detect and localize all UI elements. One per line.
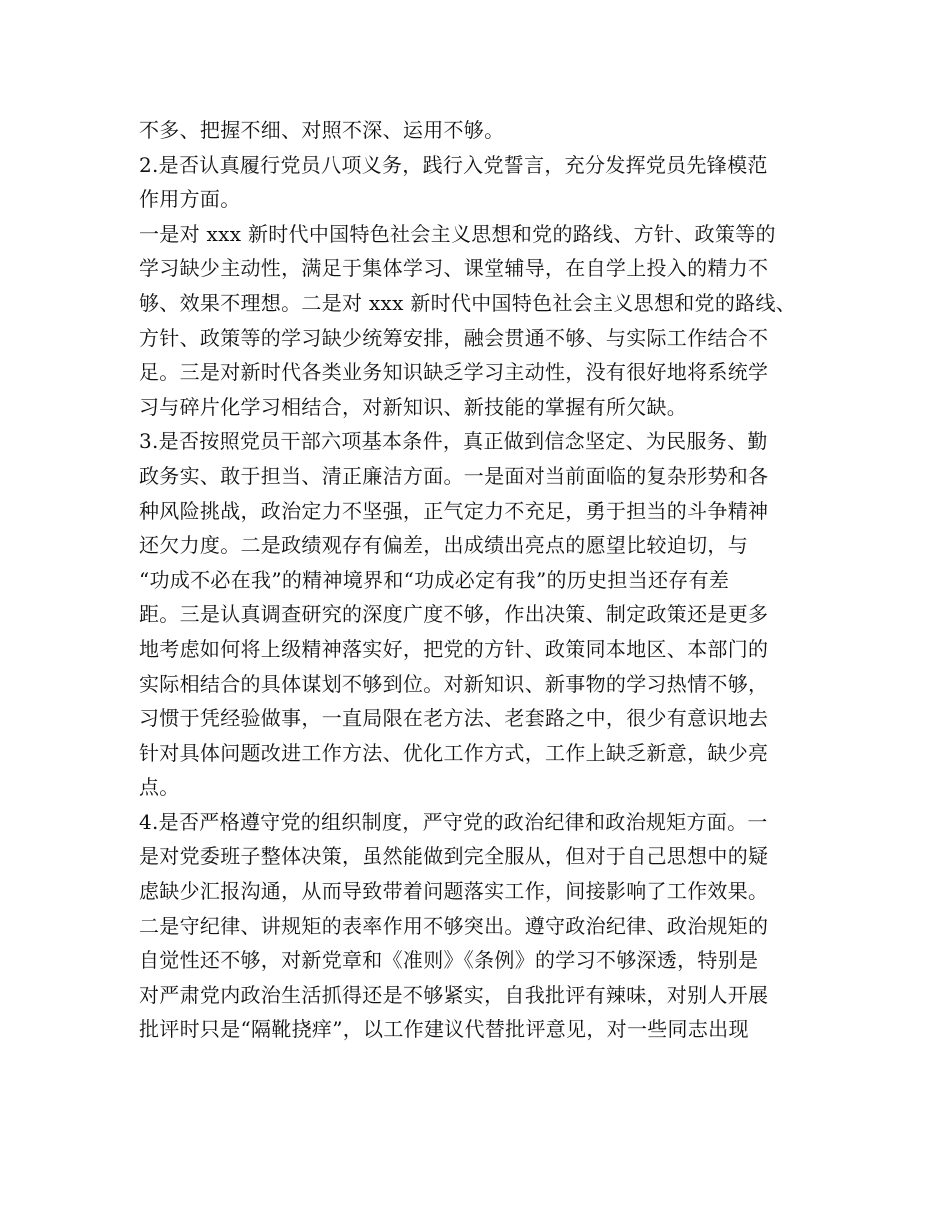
text-line: 2.是否认真履行党员八项义务，践行入党誓言，充分发挥党员先锋模范 [139, 152, 768, 177]
text-line: 虑缺少汇报沟通，从而导致带着问题落实工作，间接影响了工作效果。 [139, 879, 769, 904]
document-body [139, 113, 819, 1047]
text-line: 3.是否按照党员干部六项基本条件，真正做到信念坚定、为民服务、勤 [139, 429, 768, 454]
text-line: 距。三是认真调查研究的深度广度不够，作出决策、制定政策还是更多 [139, 602, 769, 627]
text-line: 不多、把握不细、对照不深、运用不够。 [139, 118, 505, 142]
text-line: 自觉性还不够，对新党章和《准则》《条例》的学习不够深透，特别是 [139, 948, 759, 973]
text-line: 实际相结合的具体谋划不够到位。对新知识、新事物的学习热情不够， [139, 671, 769, 696]
text-line: 4.是否严格遵守党的组织制度，严守党的政治纪律和政治规矩方面。一 [139, 809, 768, 834]
text-line: 一是对 xxx 新时代中国特色社会主义思想和党的路线、方针、政策等的 [139, 221, 776, 246]
text-line: 是对党委班子整体决策，虽然能做到完全服从，但对于自己思想中的疑 [139, 844, 769, 869]
text-line: 作用方面。 [139, 187, 241, 212]
text-line: 够、效果不理想。二是对 xxx 新时代中国特色社会主义思想和党的路线、 [139, 290, 797, 315]
text-line: 点。 [139, 775, 180, 800]
text-line: 方针、政策等的学习缺少统筹安排，融会贯通不够、与实际工作结合不 [139, 325, 769, 350]
text-line: 种风险挑战，政治定力不坚强，正气定力不充足，勇于担当的斗争精神 [139, 498, 769, 523]
text-line: 批评时只是“隔靴挠痒”，以工作建议代替批评意见，对一些同志出现 [139, 1017, 749, 1042]
text-line: 地考虑如何将上级精神落实好，把党的方针、政策同本地区、本部门的 [139, 636, 769, 661]
text-line: 习惯于凭经验做事，一直局限在老方法、老套路之中，很少有意识地去 [139, 706, 769, 731]
text-line: 习与碎片化学习相结合，对新知识、新技能的掌握有所欠缺。 [139, 394, 688, 419]
text-line: 针对具体问题改进工作方法、优化工作方式，工作上缺乏新意，缺少亮 [139, 740, 769, 765]
text-line: 二是守纪律、讲规矩的表率作用不够突出。遵守政治纪律、政治规矩的 [139, 913, 769, 938]
text-line: 政务实、敢于担当、清正廉洁方面。一是面对当前面临的复杂形势和各 [139, 463, 769, 488]
text-line: 还欠力度。二是政绩观存有偏差，出成绩出亮点的愿望比较迫切，与 [139, 533, 748, 558]
text-line: “功成不必在我”的精神境界和“功成必定有我”的历史担当还存有差 [139, 567, 730, 592]
text-line: 足。三是对新时代各类业务知识缺乏学习主动性，没有很好地将系统学 [139, 360, 769, 385]
text-line: 学习缺少主动性，满足于集体学习、课堂辅导，在自学上投入的精力不 [139, 256, 769, 281]
text-line: 对严肃党内政治生活抓得还是不够紧实，自我批评有辣味，对别人开展 [139, 982, 769, 1007]
